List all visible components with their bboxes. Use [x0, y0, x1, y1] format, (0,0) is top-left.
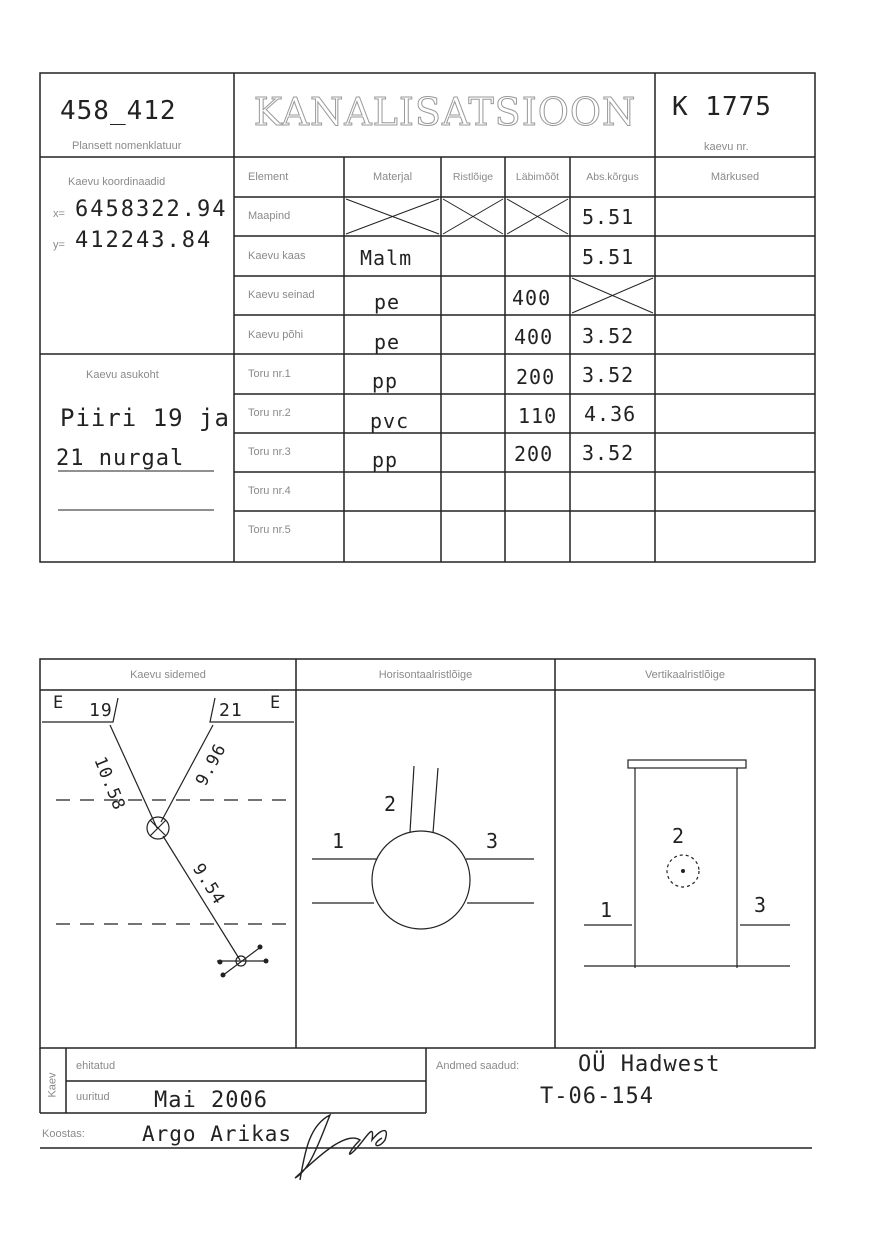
col-header-element: Element: [248, 171, 289, 183]
row-element: Toru nr.1: [248, 368, 291, 380]
built-label: ehitatud: [76, 1060, 116, 1072]
row-element: Kaevu seinad: [248, 289, 315, 301]
row-element: Toru nr.2: [248, 407, 291, 419]
location-line-2: 21 nurgal: [56, 446, 185, 471]
row-element: Toru nr.4: [248, 485, 291, 497]
row-diameter: 110: [518, 404, 558, 428]
row-height: 3.52: [582, 324, 635, 348]
pipe-3-label: 3: [754, 893, 768, 917]
nomenclature-label: Plansett nomenklatuur: [72, 140, 182, 152]
corner-left-label: E: [53, 693, 65, 713]
row-element: Kaevu põhi: [248, 329, 304, 341]
well-number-label: kaevu nr.: [704, 141, 749, 153]
y-prefix: y=: [53, 239, 65, 251]
row-diameter: 200: [516, 365, 556, 389]
distance-label-1: 10.58: [89, 754, 130, 814]
row-height: 5.51: [582, 245, 635, 269]
surveyed-label: uuritud: [76, 1091, 110, 1103]
row-material: pp: [372, 448, 399, 472]
col-header-diameter: Läbimõõt: [515, 171, 560, 183]
surveyed-value: Mai 2006: [154, 1088, 268, 1113]
compiled-by-label: Koostas:: [42, 1128, 85, 1140]
footer-side-label: Kaev: [46, 1071, 59, 1098]
pipe-1-label: 1: [600, 898, 614, 922]
nomenclature-value: 458_412: [60, 96, 177, 126]
row-diameter: 400: [514, 325, 554, 349]
well-number-value: K 1775: [672, 92, 772, 122]
house-19-label: 19: [89, 700, 113, 721]
panel-title-horizontal: Horisontaalristlõige: [378, 669, 473, 681]
row-height: 4.36: [584, 402, 637, 426]
row-diameter: 400: [512, 286, 552, 310]
col-header-cross-section: Ristlõige: [452, 171, 494, 183]
data-source-number: T-06-154: [540, 1084, 654, 1109]
pipe-2-label: 2: [384, 792, 398, 816]
col-header-material: Materjal: [372, 171, 413, 183]
page-title: KANALISATSIOON: [253, 90, 637, 134]
row-material: pe: [374, 330, 401, 354]
row-height: 3.52: [582, 363, 635, 387]
row-height: 3.52: [582, 441, 635, 465]
row-height: 5.51: [582, 205, 635, 229]
x-coordinate: 6458322.94: [75, 197, 228, 222]
house-21-label: 21: [219, 700, 243, 721]
panel-title-vertical: Vertikaalristlõige: [644, 669, 726, 681]
pipe-1-label: 1: [332, 829, 346, 853]
pipe-3-label: 3: [486, 829, 500, 853]
data-source-company: OÜ Hadwest: [578, 1052, 721, 1077]
distance-label-3: 9.54: [188, 860, 229, 909]
coordinates-label: Kaevu koordinaadid: [68, 176, 166, 188]
location-label: Kaevu asukoht: [86, 369, 159, 381]
row-diameter: 200: [514, 442, 554, 466]
row-element: Maapind: [248, 210, 291, 222]
col-header-notes: Märkused: [710, 171, 760, 183]
row-material: pe: [374, 290, 401, 314]
row-material: Malm: [360, 246, 413, 270]
row-element: Toru nr.3: [248, 446, 291, 458]
distance-label-2: 9.96: [192, 740, 231, 790]
col-header-abs-height: Abs.kõrgus: [586, 171, 639, 183]
row-element: Kaevu kaas: [248, 250, 306, 262]
panel-title-sidemed: Kaevu sidemed: [130, 669, 206, 681]
location-line-1: Piiri 19 ja: [60, 404, 230, 432]
pipe-2-label: 2: [672, 824, 686, 848]
data-source-label: Andmed saadud:: [436, 1060, 520, 1072]
compiled-by-value: Argo Arikas: [142, 1122, 293, 1146]
row-element: Toru nr.5: [248, 524, 291, 536]
x-prefix: x=: [53, 208, 65, 220]
row-material: pvc: [370, 409, 410, 433]
row-material: pp: [372, 369, 399, 393]
footer-side-label-box: [40, 1056, 66, 1113]
y-coordinate: 412243.84: [75, 228, 213, 253]
corner-right-label: E: [270, 693, 282, 713]
